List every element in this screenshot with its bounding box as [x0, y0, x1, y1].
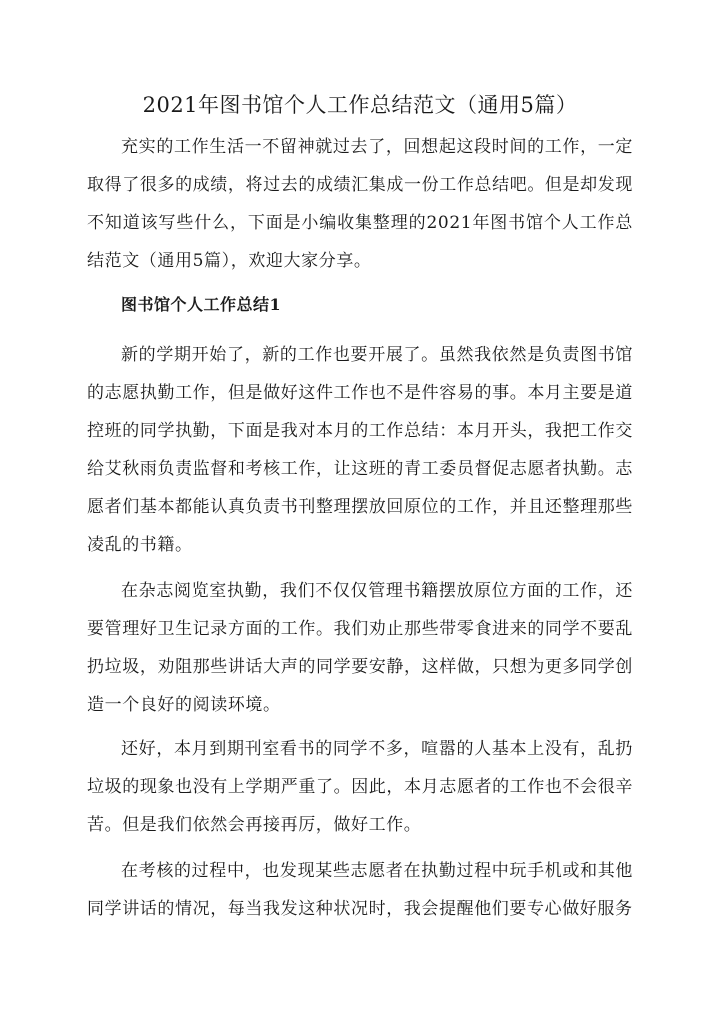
section-heading: 图书馆个人工作总结1 [121, 295, 282, 314]
body-paragraph: 在考核的过程中，也发现某些志愿者在执勤过程中玩手机或和其他同学讲话的情况，每当我发这种状况时，我会提醒他们要专心做好服务 [87, 861, 633, 919]
body-paragraph: 在杂志阅览室执勤，我们不仅仅管理书籍摆放原位方面的工作，还要管理好卫生记录方面的工作。我们劝止那些带零食进来的同学不要乱扔垃圾，劝阻那些讲话大声的同学要安静，这样做，只想为更多同学创造一个良好的阅读环境。 [87, 581, 633, 715]
body-paragraph: 新的学期开始了，新的工作也要开展了。虽然我依然是负责图书馆的志愿执勤工作，但是做好这件工作也不是件容易的事。本月主要是道控班的同学执勤，下面是我对本月的工作总结：本月开头，我把工作交给艾秋雨负责监督和考核工作，让这班的青工委员督促志愿者执勤。志愿者们基本都能认真负责书刊整理摆放回原位的工作，并且还整理那些凌乱的书籍。 [87, 345, 633, 555]
document-title: 2021年图书馆个人工作总结范文（通用5篇） [142, 93, 578, 117]
body-paragraph: 还好，本月到期刊室看书的同学不多，喧嚣的人基本上没有，乱扔垃圾的现象也没有上学期严重了。因此，本月志愿者的工作也不会很辛苦。但是我们依然会再接再厉，做好工作。 [87, 739, 633, 835]
intro-paragraph: 充实的工作生活一不留神就过去了，回想起这段时间的工作，一定取得了很多的成绩，将过去的成绩汇集成一份工作总结吧。但是却发现不知道该写些什么，下面是小编收集整理的2021年图书馆个人工作总结范文（通用5篇），欢迎大家分享。 [87, 137, 633, 271]
